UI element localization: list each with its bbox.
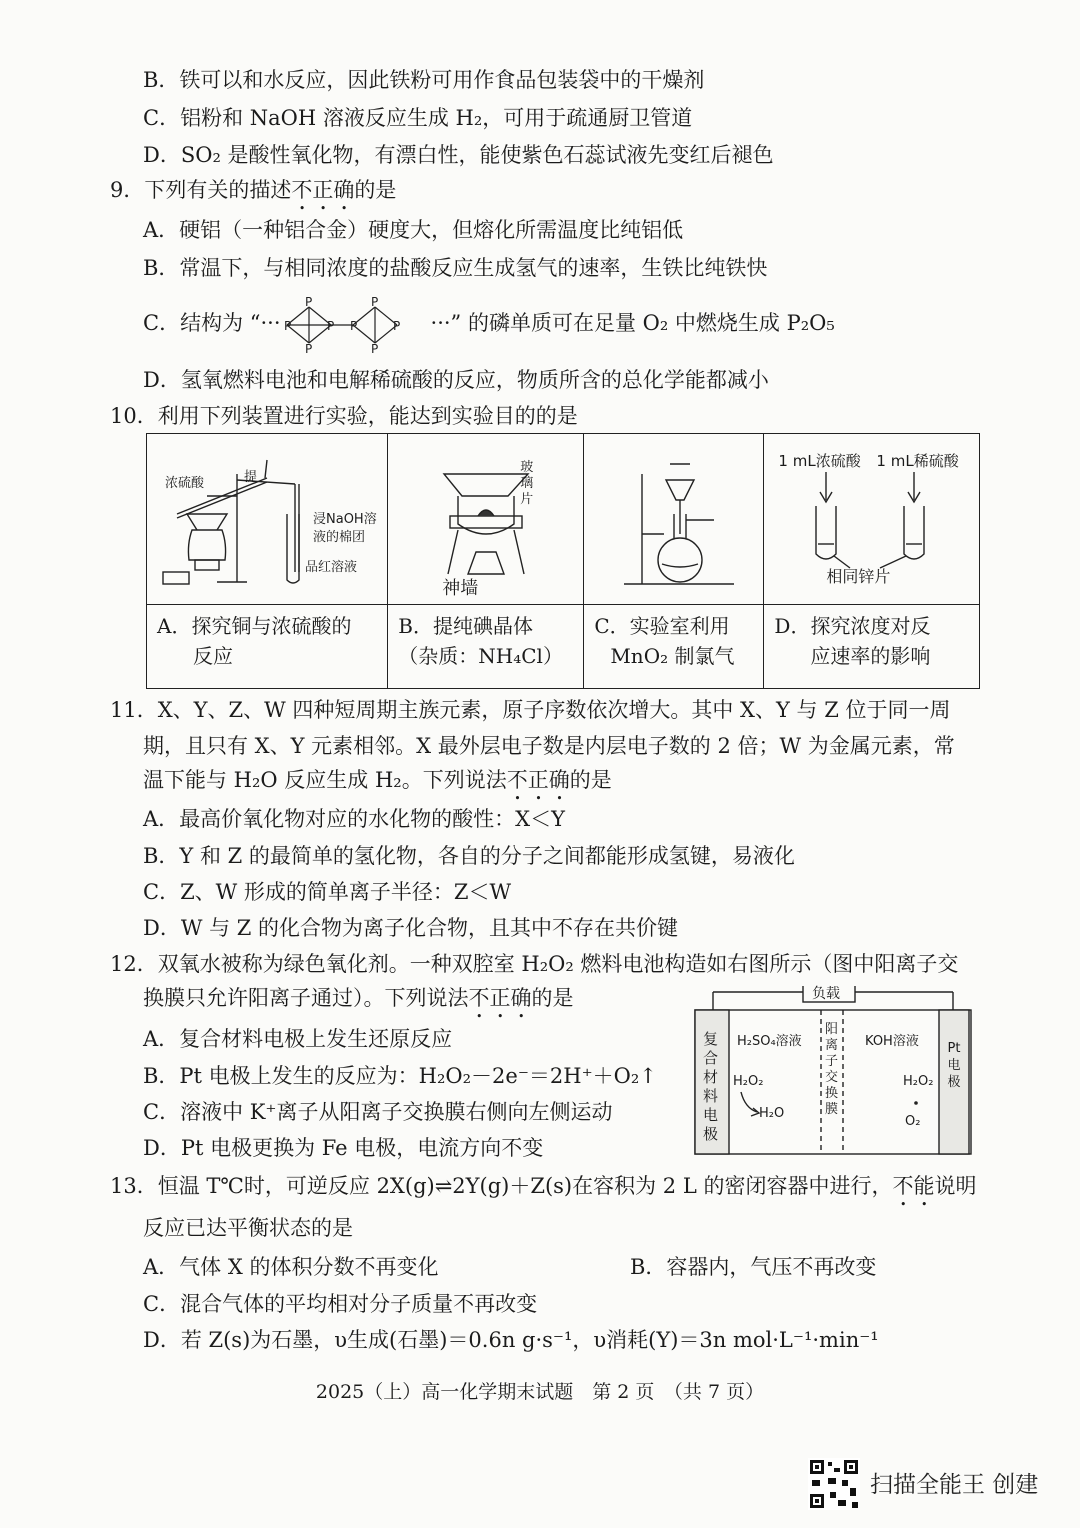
q11-option-a: A．最高价氧化物对应的水化物的酸性：X＜Y	[143, 807, 565, 831]
q9-stem: 9．下列有关的描述不正确的是	[110, 178, 397, 202]
q9-option-c: C．结构为 “··· P P P P P P P P ···” 的磷单质可在足量 O₂ 中燃烧生成 P₂O₅	[143, 294, 835, 355]
q12-option-c: C．溶液中 K⁺离子从阳离子交换膜右侧向左侧运动	[143, 1100, 613, 1124]
q9-option-a: A．硬铝（一种铝合金）硬度大，但熔化所需温度比纯铝低	[143, 218, 684, 242]
apparatus-b: 玻 璃 片 神墙	[388, 434, 584, 605]
svg-text:P: P	[304, 341, 312, 355]
phosphorus-structure	[281, 294, 431, 355]
apparatus-a: 浓硫酸 提 浸NaOH溶 液的棉团 品红溶液	[147, 434, 388, 605]
apparatus-c	[584, 434, 764, 605]
svg-text:P: P	[349, 318, 357, 333]
q11-line2: 期，且只有 X、Y 元素相邻。X 最外层电子数是内层电子数的 2 倍；W 为金属元素，常	[143, 734, 955, 758]
q11-option-d: D．W 与 Z 的化合物为离子化合物，且其中不存在共价键	[143, 916, 679, 940]
fuel-cell-diagram: 负载 H₂SO₄溶液 KOH溶液 H₂O₂ H₂O H₂O₂ O₂ 阳 离 子 交 换 膜 复 合 材 料 电 极 Pt 电 极	[693, 986, 973, 1156]
q11-line1: 11．X、Y、Z、W 四种短周期主族元素，原子序数依次增大。其中 X、Y 与 Z 位于同一周	[110, 698, 951, 722]
q12-option-d: D．Pt 电极更换为 Fe 电极，电流方向不变	[143, 1136, 544, 1160]
q13-option-b: B．容器内，气压不再改变	[630, 1255, 877, 1279]
q11-option-c: C．Z、W 形成的简单离子半径：Z＜W	[143, 880, 512, 904]
q9-option-b: B．常温下，与相同浓度的盐酸反应生成氢气的速率，生铁比纯铁快	[143, 256, 768, 280]
q13-option-c: C．混合气体的平均相对分子质量不再改变	[143, 1292, 538, 1316]
q8-option-d: D．SO₂ 是酸性氧化物，有漂白性，能使紫色石蕊试液先变红后褪色	[143, 143, 774, 167]
caption-b: B．提纯碘晶体 （杂质：NH₄Cl）	[388, 605, 584, 689]
q11-line3: 温下能与 H₂O 反应生成 H₂。下列说法不正确的是	[143, 768, 612, 792]
q8-option-c: C．铝粉和 NaOH 溶液反应生成 H₂，可用于疏通厨卫管道	[143, 106, 693, 130]
membrane-label: 阳 离 子 交 换 膜	[825, 1022, 839, 1117]
svg-text:P: P	[283, 318, 291, 333]
q13-line1: 13．恒温 T℃时，可逆反应 2X(g)⇌2Y(g)＋Z(s)在容积为 2 L 的密闭容器中进行，不能说明	[110, 1174, 977, 1198]
q12-line1: 12．双氧水被称为绿色氧化剂。一种双腔室 H₂O₂ 燃料电池构造如右图所示（图中阳离子交	[110, 952, 959, 976]
svg-text:P: P	[392, 318, 400, 333]
pt-electrode-label: Pt 电 极	[947, 1041, 961, 1090]
q13-line2: 反应已达平衡状态的是	[143, 1216, 353, 1240]
page-footer: 2025（上）高一化学期末试题 第 2 页 （共 7 页）	[315, 1381, 765, 1403]
q10-stem: 10．利用下列装置进行实验，能达到实验目的的是	[110, 404, 578, 428]
q12-option-a: A．复合材料电极上发生还原反应	[143, 1027, 453, 1051]
svg-text:P: P	[370, 341, 378, 355]
caption-a: A．探究铜与浓硫酸的 反应	[147, 605, 388, 689]
q13-option-d: D．若 Z(s)为石墨，υ生成(石墨)＝0.6n g·s⁻¹，υ消耗(Y)＝3n mol·L⁻¹·min⁻¹	[143, 1328, 879, 1352]
q10-experiment-table	[146, 433, 980, 689]
apparatus-d: 1 mL浓硫酸 1 mL稀硫酸 相同锌片	[764, 434, 980, 605]
caption-c: C．实验室利用 MnO₂ 制氯气	[584, 605, 764, 689]
q12-option-b: B．Pt 电极上发生的反应为：H₂O₂－2e⁻＝2H⁺＋O₂↑	[143, 1064, 657, 1088]
svg-text:P: P	[326, 318, 334, 333]
svg-text:P: P	[370, 294, 378, 309]
scanner-watermark: 扫描全能王 创建	[870, 1472, 1039, 1498]
q11-option-b: B．Y 和 Z 的最简单的氢化物，各自的分子之间都能形成氢键，易液化	[143, 844, 795, 868]
q8-option-b: B．铁可以和水反应，因此铁粉可用作食品包装袋中的干燥剂	[143, 68, 705, 92]
q12-line2: 换膜只允许阳离子通过）。下列说法不正确的是	[143, 986, 574, 1010]
stamp-text: 神墙	[442, 578, 479, 599]
q13-option-a: A．气体 X 的体积分数不再变化	[143, 1255, 439, 1279]
caption-d: D．探究浓度对反 应速率的影响	[764, 605, 980, 689]
svg-text:P: P	[304, 294, 312, 309]
composite-electrode-label: 复 合 材 料 电 极	[703, 1030, 719, 1143]
q9-option-d: D．氢氧燃料电池和电解稀硫酸的反应，物质所含的总化学能都减小	[143, 368, 769, 392]
qr-code-icon	[808, 1458, 860, 1510]
